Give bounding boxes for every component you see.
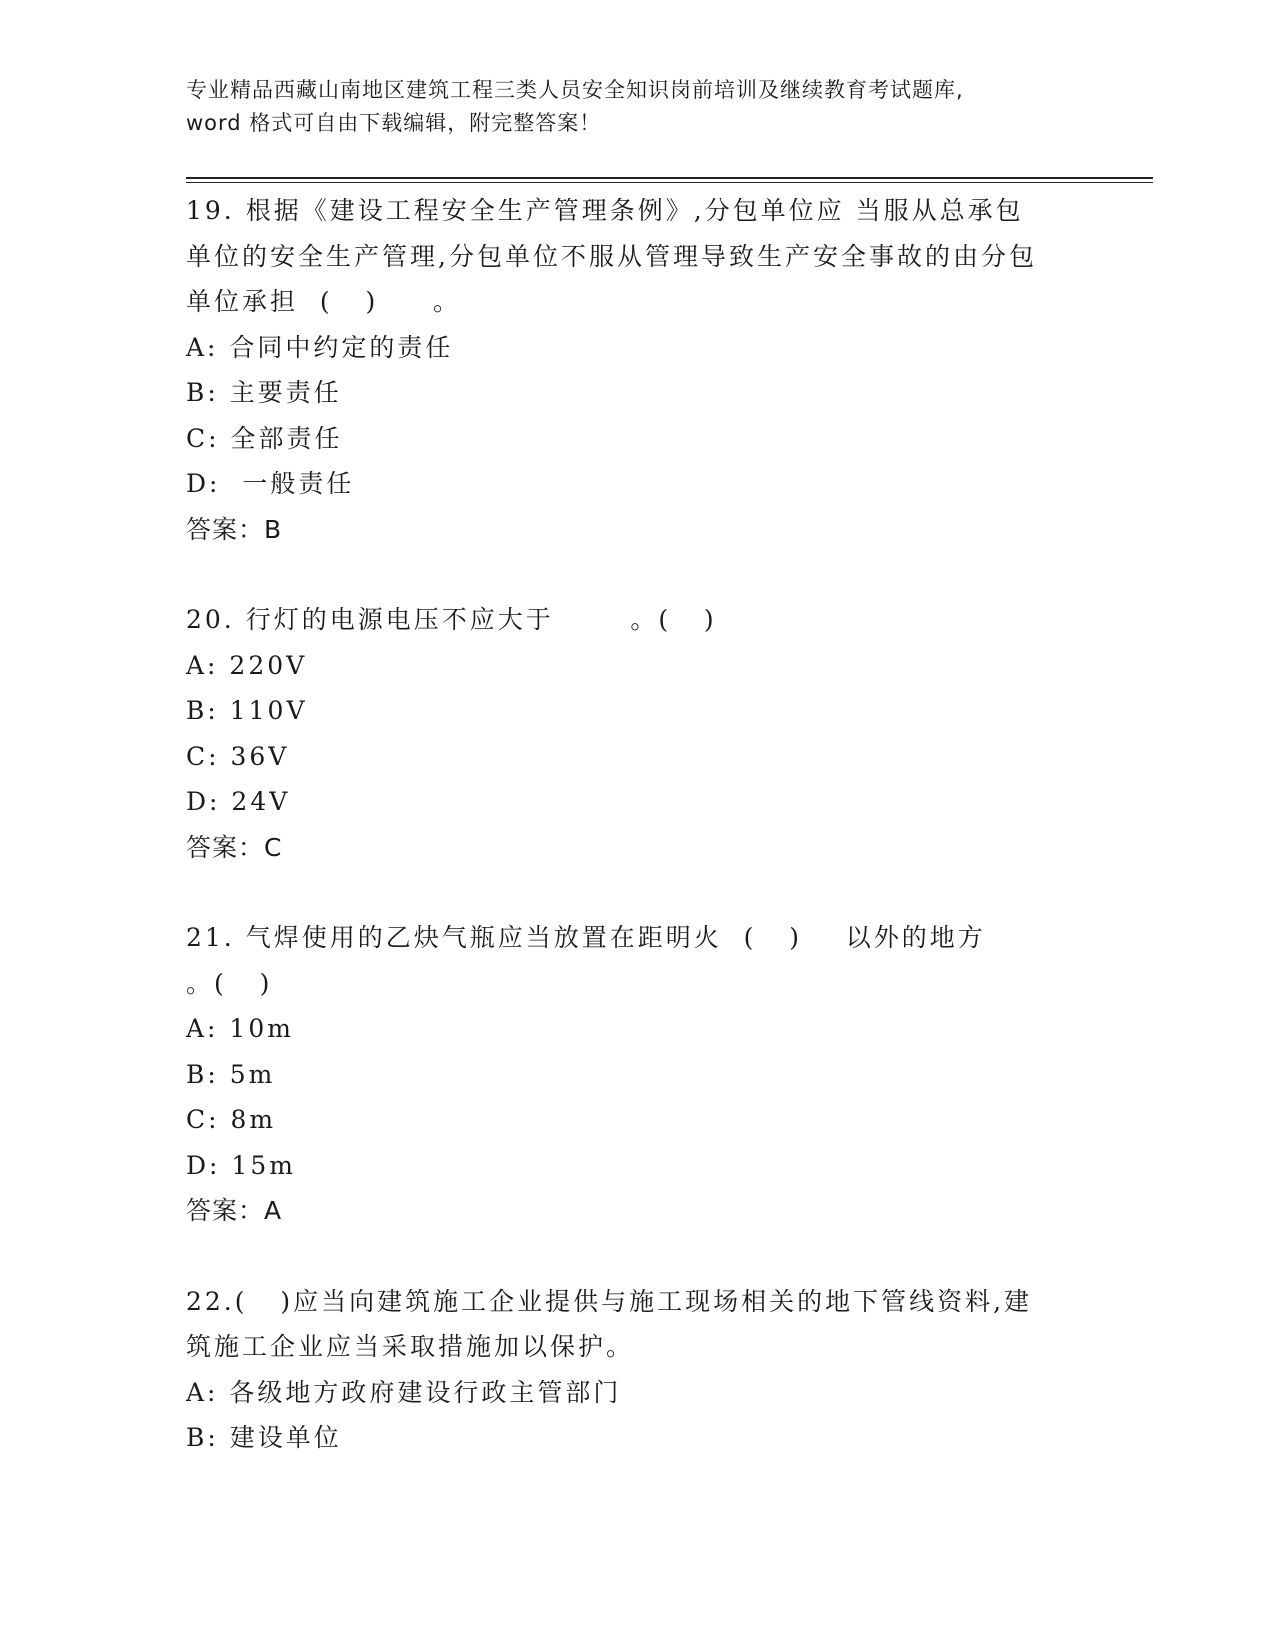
question-22 xyxy=(186,1279,1086,1461)
question-text-line: 19. 根据《建设工程安全生产管理条例》,分包单位应 当服从总承包 xyxy=(186,196,1024,225)
option-b: B: 建设单位 xyxy=(186,1423,342,1452)
question-text-line: 。( ) xyxy=(186,968,273,998)
option-c: C: 全部责任 xyxy=(186,423,343,453)
header-divider-thick xyxy=(186,177,1153,179)
question-text-line: 20. 行灯的电源电压不应大于 。( ) xyxy=(186,605,717,634)
option-a: A: 10m xyxy=(186,1014,294,1043)
option-c: C: 36V xyxy=(186,741,290,771)
header-line-2: word 格式可自由下载编辑，附完整答案！ xyxy=(186,111,602,135)
question-20 xyxy=(186,597,1086,870)
option-d: D: 24V xyxy=(186,787,291,816)
answer-label: 答案：A xyxy=(186,1196,283,1225)
question-text-line: 单位的安全生产管理,分包单位不服从管理导致生产安全事故的由分包 xyxy=(186,241,1037,271)
option-c: C: 8m xyxy=(186,1105,277,1134)
question-text-line: 筑施工企业应当采取措施加以保护。 xyxy=(186,1332,635,1361)
header-divider-thin xyxy=(186,182,1153,183)
option-a: A: 各级地方政府建设行政主管部门 xyxy=(186,1377,622,1407)
option-d: D: 15m xyxy=(186,1150,296,1180)
question-21 xyxy=(186,915,1086,1234)
option-b: B: 5m xyxy=(186,1059,276,1089)
option-b: B: 主要责任 xyxy=(186,378,342,407)
header-line-1: 专业精品西藏山南地区建筑工程三类人员安全知识岗前培训及继续教育考试题库, xyxy=(186,78,964,102)
document-header xyxy=(186,74,1066,140)
option-b: B: 110V xyxy=(186,696,308,725)
option-d: D: 一般责任 xyxy=(186,469,355,498)
option-a: A: 220V xyxy=(186,650,308,680)
option-a: A: 合同中约定的责任 xyxy=(186,332,454,362)
question-text-line: 22.( )应当向建筑施工企业提供与施工现场相关的地下管线资料,建 xyxy=(186,1286,1033,1316)
answer-label: 答案：C xyxy=(186,832,283,862)
question-list xyxy=(186,188,1086,1461)
question-text-line: 单位承担 ( ) 。 xyxy=(186,287,461,316)
answer-label: 答案：B xyxy=(186,514,283,544)
question-text-line: 21. 气焊使用的乙炔气瓶应当放置在距明火 ( ) 以外的地方 xyxy=(186,923,986,952)
question-19 xyxy=(186,188,1086,552)
